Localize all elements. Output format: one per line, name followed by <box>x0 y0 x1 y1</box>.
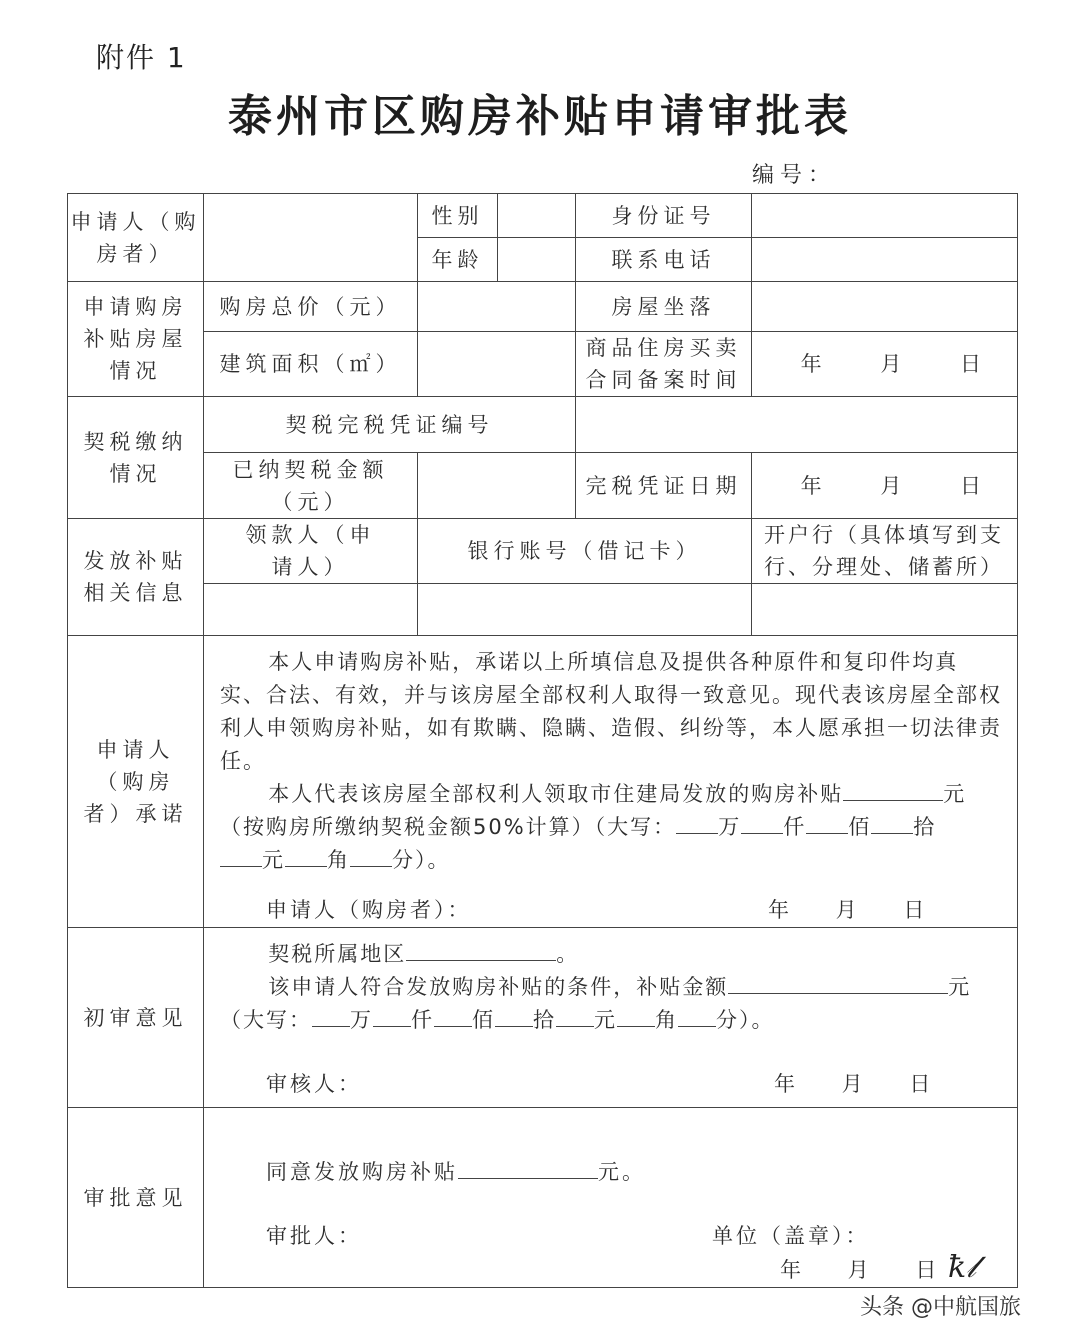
voucher-date-label: 完税凭证日期 <box>576 453 752 519</box>
pledge-paragraph-4: 元 角 分）。 <box>220 844 1003 877</box>
unit-seal-label: 单位（盖章）： <box>712 1224 870 1248</box>
review-shi-blank[interactable] <box>495 1004 533 1027</box>
pledge-cell <box>204 636 1018 928</box>
approval-amount-blank[interactable] <box>458 1156 598 1179</box>
contract-date-cell[interactable]: 年 月 日 <box>752 332 1018 397</box>
review-fen-blank[interactable] <box>678 1004 716 1027</box>
pledge-paragraph-1: 本人申请购房补贴，承诺以上所填信息及提供各种原件和复印件均真实、合法、有效，并与该房屋全部权利人取得一致意见。现代表该房屋全部权利人申领购房补贴，如有欺瞒、隐瞒、造假、纠纷等，本人愿承担一切法律责任。 <box>220 650 1002 773</box>
applicant-label: 申请人（购房者） <box>68 194 204 282</box>
location-cell[interactable] <box>752 282 1018 332</box>
gender-cell[interactable] <box>498 194 576 238</box>
source-watermark: 头条 @中航国旅 <box>860 1295 1021 1320</box>
approval-label: 审批意见 <box>68 1108 204 1288</box>
pledge-paragraph-2: 本人代表该房屋全部权利人领取市住建局发放的购房补贴 元 <box>220 778 1003 811</box>
signature-mark-icon: ꝁ𝓁 <box>948 1250 977 1285</box>
qian-blank[interactable] <box>741 811 783 834</box>
bank-account-label: 银行账号（借记卡） <box>418 519 752 584</box>
tax-voucher-no-cell[interactable] <box>576 397 1018 453</box>
application-form-table <box>67 193 1018 1288</box>
subsidy-info-label: 发放补贴相关信息 <box>68 519 204 636</box>
bank-branch-label: 开户行（具体填写到支行、分理处、储蓄所） <box>752 519 1018 584</box>
reviewer-label: 审核人： <box>266 1072 362 1096</box>
attachment-label: 附件 1 <box>96 41 187 74</box>
review-wan-blank[interactable] <box>312 1004 350 1027</box>
id-number-label: 身份证号 <box>576 194 752 238</box>
tax-paid-cell[interactable] <box>418 453 576 519</box>
pledge-signature-label: 申请人（购房者）： <box>266 898 472 922</box>
review-date: 年 月 日 <box>774 1072 951 1096</box>
tax-voucher-no-label: 契税完税凭证编号 <box>204 397 576 453</box>
payee-label: 领款人（申请人） <box>204 519 418 584</box>
voucher-date-cell[interactable]: 年 月 日 <box>752 453 1018 519</box>
applicant-name-cell[interactable] <box>204 194 418 282</box>
approver-label: 审批人： <box>266 1224 362 1248</box>
review-qian-blank[interactable] <box>373 1004 411 1027</box>
fen-blank[interactable] <box>350 844 392 867</box>
initial-review-label: 初审意见 <box>68 928 204 1108</box>
phone-cell[interactable] <box>752 238 1018 282</box>
review-region-line: 契税所属地区 。 <box>220 938 1003 971</box>
form-title: 泰州市区购房补贴申请审批表 <box>228 91 852 142</box>
wan-blank[interactable] <box>676 811 718 834</box>
bai-blank[interactable] <box>806 811 848 834</box>
age-label: 年龄 <box>418 238 498 282</box>
area-cell[interactable] <box>418 332 576 397</box>
shi-blank[interactable] <box>871 811 913 834</box>
initial-review-cell <box>204 928 1018 1108</box>
location-label: 房屋坐落 <box>576 282 752 332</box>
pledge-date: 年 月 日 <box>768 898 945 922</box>
payee-cell[interactable] <box>204 584 418 636</box>
pledge-paragraph-3: （按购房所缴纳契税金额50%计算）（大写： 万 仟 佰 拾 <box>220 811 1003 844</box>
total-price-label: 购房总价（元） <box>204 282 418 332</box>
pledge-label: 申请人（购房者）承诺 <box>68 636 204 928</box>
age-cell[interactable] <box>498 238 576 282</box>
total-price-cell[interactable] <box>418 282 576 332</box>
deed-tax-label: 契税缴纳情况 <box>68 397 204 519</box>
approval-cell <box>204 1108 1018 1288</box>
review-yuan-blank[interactable] <box>556 1004 594 1027</box>
serial-number-label: 编号： <box>752 163 837 188</box>
phone-label: 联系电话 <box>576 238 752 282</box>
review-capital-line: （大写： 万 仟 佰 拾 元 角 分）。 <box>220 1004 1003 1037</box>
review-jiao-blank[interactable] <box>617 1004 655 1027</box>
review-bai-blank[interactable] <box>434 1004 472 1027</box>
jiao-blank[interactable] <box>285 844 327 867</box>
house-info-label: 申请购房补贴房屋情况 <box>68 282 204 397</box>
tax-paid-label: 已纳契税金额（元） <box>204 453 418 519</box>
id-number-cell[interactable] <box>752 194 1018 238</box>
region-blank[interactable] <box>406 938 556 961</box>
yuan-blank[interactable] <box>220 844 262 867</box>
bank-account-cell[interactable] <box>418 584 752 636</box>
area-label: 建筑面积（㎡） <box>204 332 418 397</box>
approval-agree-line: 同意发放购房补贴 元。 <box>266 1156 646 1189</box>
subsidy-amount-blank[interactable] <box>843 778 943 801</box>
contract-time-label: 商品住房买卖合同备案时间 <box>576 332 752 397</box>
gender-label: 性别 <box>418 194 498 238</box>
approval-date: 年 月 日 <box>780 1258 957 1282</box>
review-amount-blank[interactable] <box>728 971 948 994</box>
bank-branch-cell[interactable] <box>752 584 1018 636</box>
review-condition-line: 该申请人符合发放购房补贴的条件，补贴金额 元 <box>220 971 1003 1004</box>
